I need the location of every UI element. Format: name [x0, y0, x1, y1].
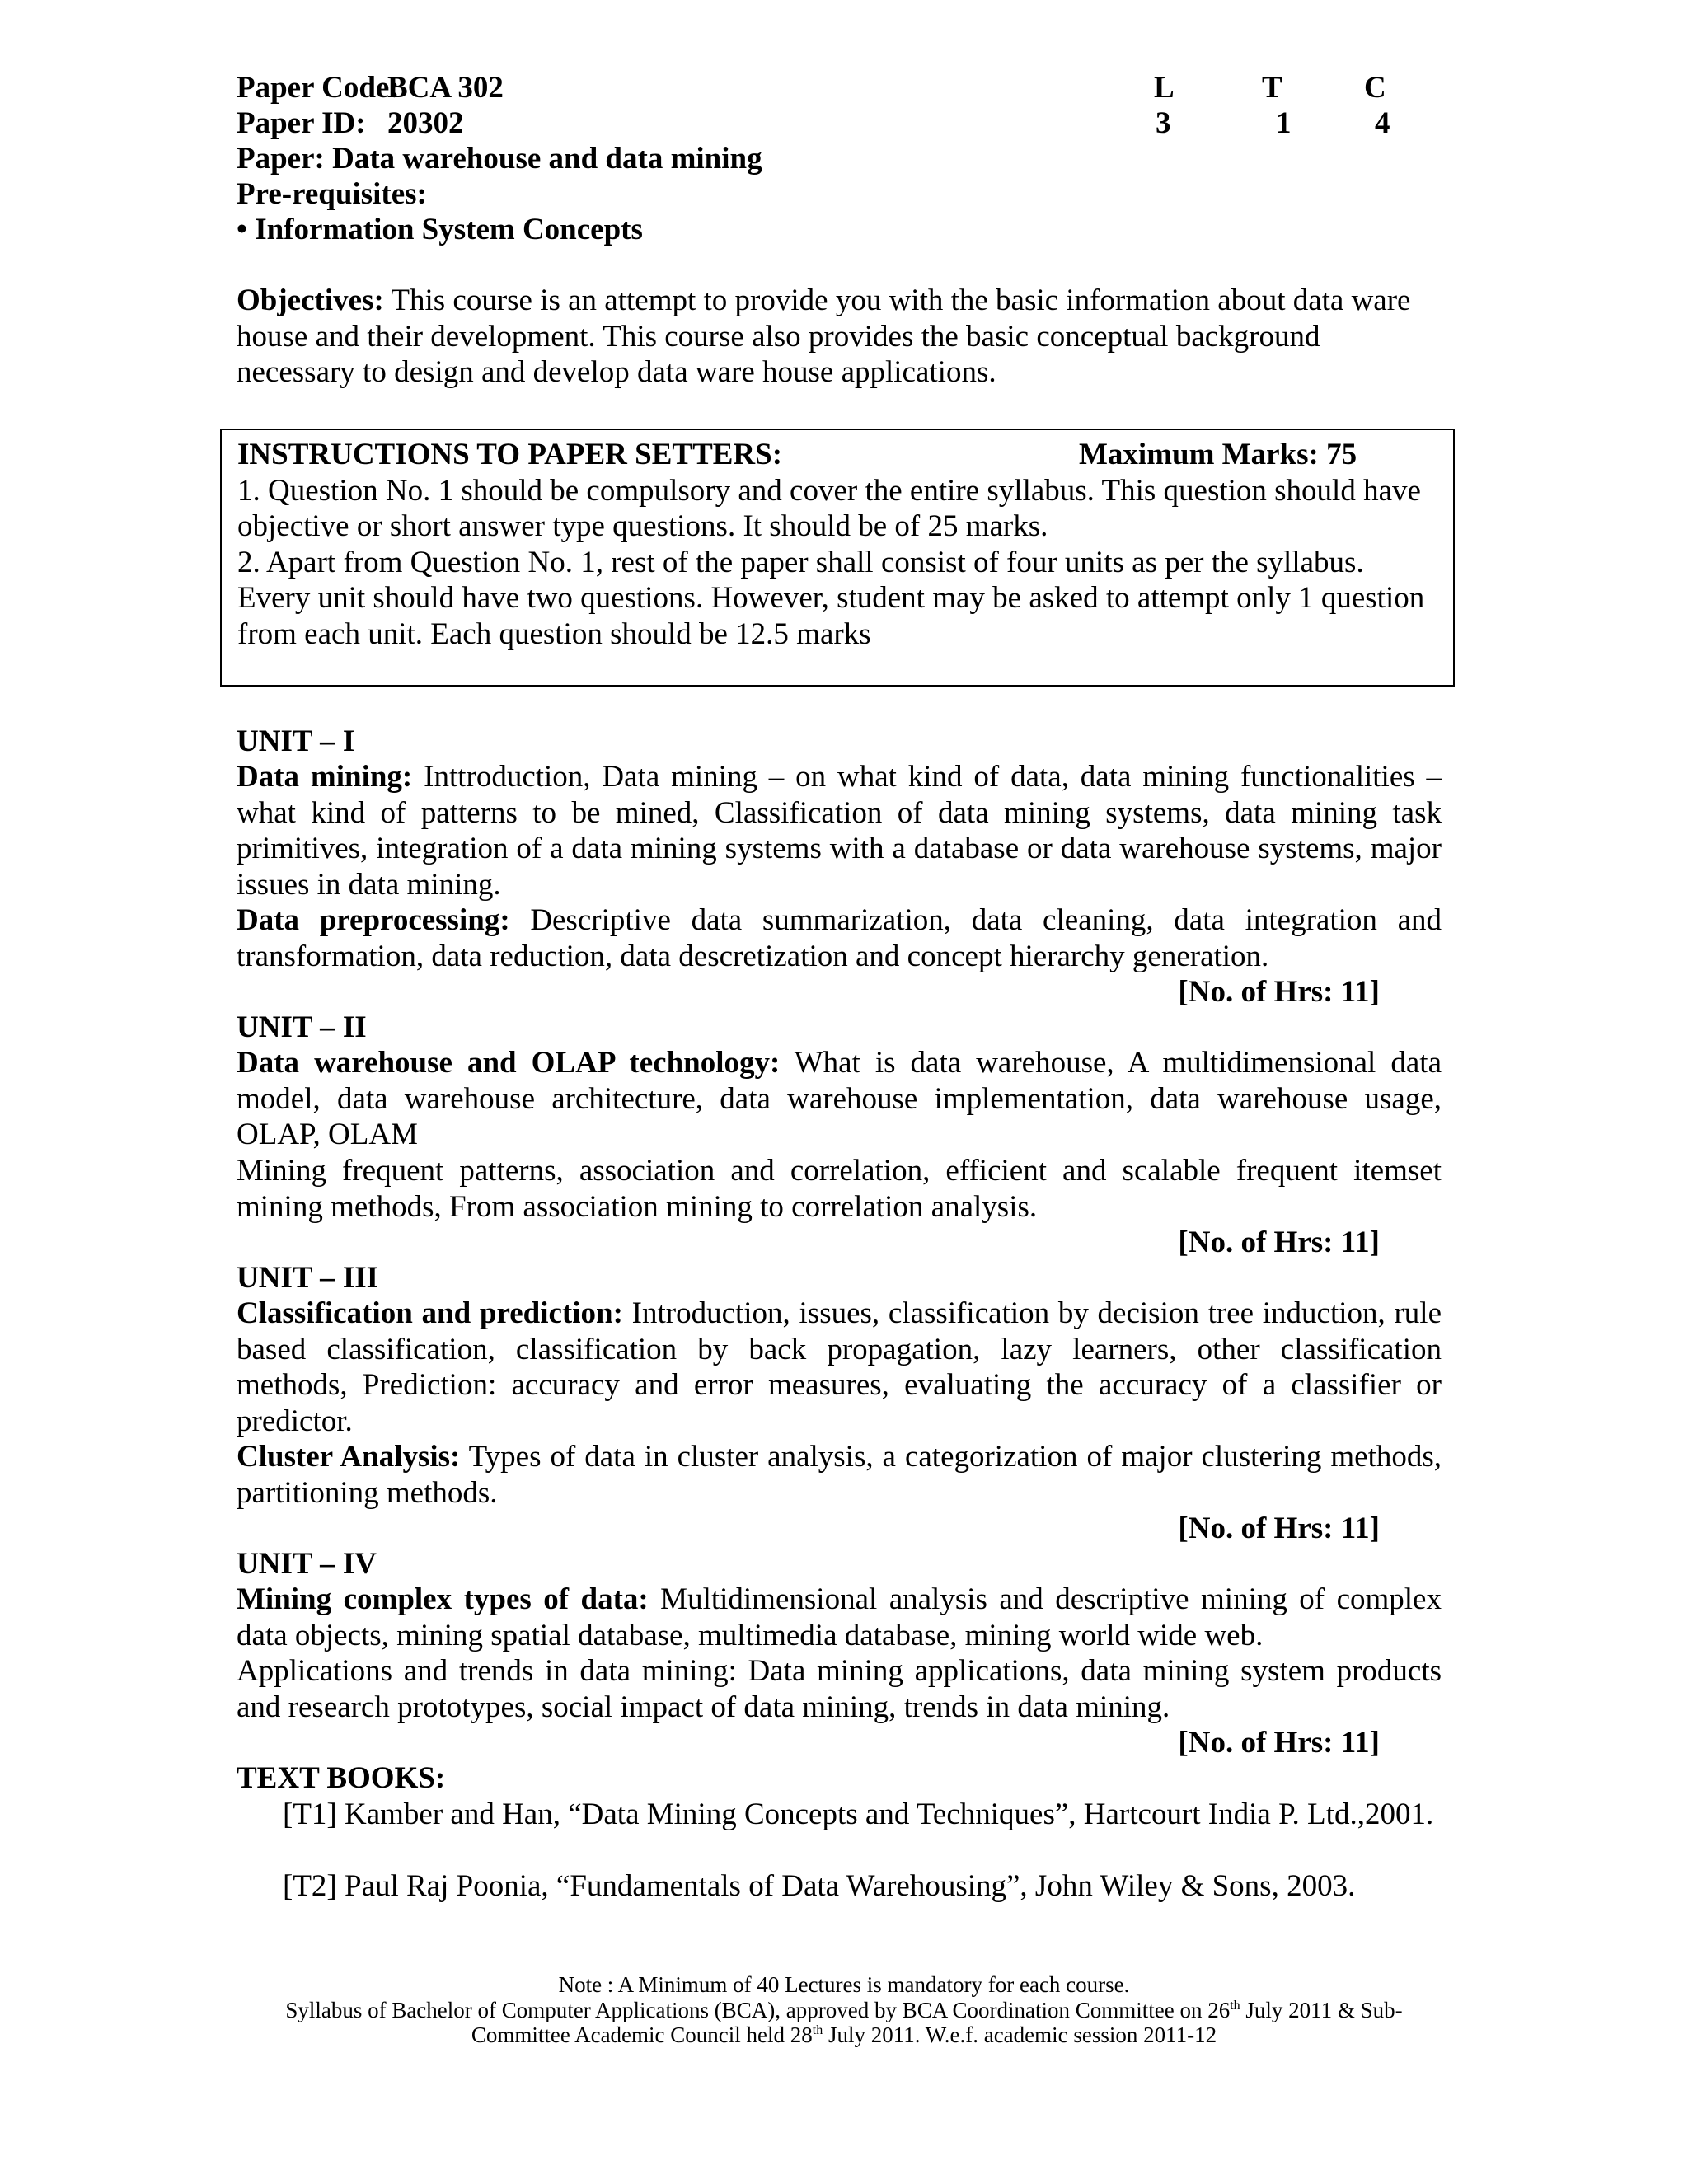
paper-header — [237, 70, 762, 247]
paper-code-label: Paper Code: — [237, 71, 400, 105]
unit-1-hours: [No. of Hrs: 11] — [1178, 975, 1380, 1009]
unit-3-text-2: Types of data in cluster analysis, a categorization of major clustering methods, partitioning methods. — [237, 1440, 1442, 1510]
instruction-2: 2. Apart from Question No. 1, rest of the paper shall consist of four units as per the syllabus. Every unit should have two questions. However, student may be asked to attempt only 1 question from each unit. Each question should be 12.5 marks — [237, 545, 1425, 651]
objectives-text: This course is an attempt to provide you with the basic information about data ware house and their development. This course also provides the basic conceptual background necessary to design and develop data ware house applications. — [237, 284, 1411, 389]
unit-4-label-1: Mining complex types of data: — [237, 1582, 649, 1616]
unit-4-paragraph-1 — [237, 1582, 1442, 1653]
unit-2-title: UNIT – II — [237, 1010, 367, 1044]
unit-4-hours: [No. of Hrs: 11] — [1178, 1726, 1380, 1760]
unit-3-text-1: Introduction, issues, classification by decision tree induction, rule based classification, classification by back propagation, lazy learners, other classification methods, Prediction: accuracy and error measures, evaluating the accuracy of a classifier or predictor. — [237, 1296, 1442, 1438]
footer-approval-text-a: Syllabus of Bachelor of Computer Applications (BCA), approved by BCA Coordination Committee on 26 — [285, 1998, 1231, 2022]
unit-3-hours: [No. of Hrs: 11] — [1178, 1511, 1380, 1545]
paper-code: BCA 302 — [387, 71, 504, 105]
ltc-c-label: C — [1364, 71, 1386, 105]
ltc-t-value: 1 — [1276, 106, 1292, 140]
footer-council-line — [165, 2022, 1523, 2047]
unit-3-label-1: Classification and prediction: — [237, 1296, 623, 1330]
text-book-1: [T1] Kamber and Han, “Data Mining Concepts and Techniques”, Hartcourt India P. Ltd.,2001. — [283, 1797, 1434, 1831]
objectives — [237, 283, 1442, 391]
unit-1-label-1: Data mining: — [237, 760, 413, 794]
unit-3-label-2: Cluster Analysis: — [237, 1440, 461, 1474]
instructions-title: INSTRUCTIONS TO PAPER SETTERS: — [237, 438, 783, 471]
unit-1-text-1: Inttroduction, Data mining – on what kind of data, data mining functionalities – what kind of patterns to be mined, Classification of data mining systems, data mining task primitives, integration of a data mining systems with a database or data warehouse systems, major issues in data mining. — [237, 760, 1442, 902]
ltc-l-label: L — [1154, 71, 1175, 105]
paper-title: Paper: Data warehouse and data mining — [237, 142, 762, 176]
ltc-l-value: 3 — [1156, 106, 1171, 140]
ltc-t-label: T — [1262, 71, 1282, 105]
unit-1-label-2: Data preprocessing: — [237, 903, 510, 937]
unit-3-paragraph-2 — [237, 1439, 1442, 1511]
ltc-c-value: 4 — [1375, 106, 1390, 140]
maximum-marks: Maximum Marks: 75 — [1079, 438, 1357, 471]
unit-2-hours: [No. of Hrs: 11] — [1178, 1226, 1380, 1259]
footer-sup-2: th — [812, 2023, 823, 2037]
text-book-2: [T2] Paul Raj Poonia, “Fundamentals of Data Warehousing”, John Wiley & Sons, 2003. — [283, 1869, 1356, 1903]
footer-sup-1: th — [1230, 1999, 1240, 2013]
unit-4-paragraph-2: Applications and trends in data mining: Data mining applications, data mining system products and research prototypes, social impact of data mining, trends in data mining. — [237, 1654, 1442, 1724]
objectives-label: Objectives: — [237, 284, 384, 317]
footer-note: Note : A Minimum of 40 Lectures is mandatory for each course. — [558, 1972, 1130, 1997]
unit-4-text-1: Multidimensional analysis and descriptive mining of complex data objects, mining spatial database, multimedia database, mining world wide web. — [237, 1582, 1442, 1652]
unit-3-title: UNIT – III — [237, 1261, 379, 1295]
paper-id: 20302 — [387, 106, 464, 140]
unit-2-label-1: Data warehouse and OLAP technology: — [237, 1046, 781, 1080]
instructions-box — [220, 429, 1455, 687]
footer-council-text-a: Committee Academic Council held 28 — [471, 2022, 813, 2047]
text-books-title: TEXT BOOKS: — [237, 1761, 446, 1795]
instruction-1: 1. Question No. 1 should be compulsory and cover the entire syllabus. This question should have objective or short answer type questions. It should be of 25 marks. — [237, 473, 1421, 543]
paper-id-label: Paper ID: — [237, 106, 366, 140]
unit-3-paragraph-1 — [237, 1296, 1442, 1439]
footer-council-text-b: July 2011. W.e.f. academic session 2011-12 — [823, 2022, 1217, 2047]
unit-2-paragraph-1 — [237, 1045, 1442, 1153]
prerequisite-item: • Information System Concepts — [237, 213, 643, 246]
unit-4-title: UNIT – IV — [237, 1547, 377, 1581]
unit-1-paragraph-1 — [237, 759, 1442, 902]
unit-1-text-2: Descriptive data summarization, data cleaning, data integration and transformation, data reduction, data descretization and concept hierarchy generation. — [237, 903, 1442, 973]
prerequisites-label: Pre-requisites: — [237, 177, 427, 211]
unit-2-paragraph-2: Mining frequent patterns, association and correlation, efficient and scalable frequent itemset mining methods, From association mining to correlation analysis. — [237, 1154, 1442, 1224]
unit-2-text-1: What is data warehouse, A multidimensional data model, data warehouse architecture, data warehouse implementation, data warehouse usage, OLAP, OLAM — [237, 1046, 1442, 1151]
unit-1-paragraph-2 — [237, 902, 1442, 974]
footer-approval-line — [165, 1998, 1523, 2022]
footer-approval-text-b: July 2011 & Sub- — [1240, 1998, 1403, 2022]
unit-1-title: UNIT – I — [237, 724, 355, 758]
